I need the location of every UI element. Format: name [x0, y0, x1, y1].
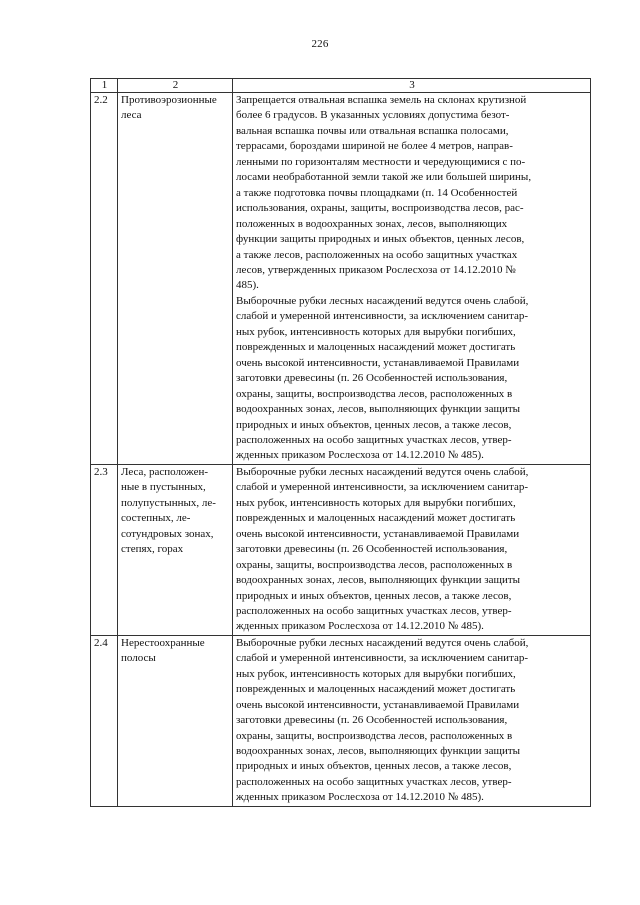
row-number: 2.4	[91, 635, 118, 806]
text-line: ных рубок, интенсивность которых для вырубки погибших,	[236, 496, 516, 509]
text-line: слабой и умеренной интенсивности, за исключением санитар-	[236, 652, 528, 665]
category-line: леса	[121, 109, 142, 122]
regulation-text-cell	[233, 464, 591, 635]
table-row	[91, 464, 591, 635]
category-line: полосы	[121, 652, 156, 665]
text-line: очень высокой интенсивности, устанавливаемой Правилами	[236, 356, 520, 369]
text-line: водоохранных зонах, лесов, выполняющих функции защиты	[236, 574, 521, 587]
row-number: 2.2	[91, 93, 118, 465]
text-line: расположенных на особо защитных участках лесов, утвер-	[236, 775, 512, 788]
text-line: Выборочные рубки лесных насаждений ведутся очень слабой,	[236, 294, 529, 307]
text-line: природных и иных объектов, ценных лесов, а также лесов,	[236, 589, 512, 602]
text-line: жденных приказом Рослесхоза от 14.12.2010 № 485).	[236, 449, 484, 462]
header-cell-1: 1	[91, 79, 118, 93]
category-line: сотундровых зонах,	[121, 527, 214, 540]
text-line: очень высокой интенсивности, устанавливаемой Правилами	[236, 527, 520, 540]
text-line: Запрещается отвальная вспашка земель на склонах крутизной	[236, 94, 527, 106]
text-line: слабой и умеренной интенсивности, за исключением санитар-	[236, 310, 528, 323]
text-line: жденных приказом Рослесхоза от 14.12.2010 № 485).	[236, 620, 484, 633]
category-line: ные в пустынных,	[121, 481, 206, 494]
text-line: охраны, защиты, воспроизводства лесов, расположенных в	[236, 729, 513, 742]
forest-category-cell	[118, 93, 233, 465]
category-line: степях, горах	[121, 543, 184, 556]
table-row	[91, 635, 591, 806]
text-line: заготовки древесины (п. 26 Особенностей использования,	[236, 372, 508, 385]
text-line: а также подготовка почвы площадками (п. 14 Особенностей	[236, 186, 518, 199]
text-line: расположенных на особо защитных участках лесов, утвер-	[236, 433, 512, 446]
category-line: Противоэрозионные	[121, 94, 217, 106]
text-line: заготовки древесины (п. 26 Особенностей использования,	[236, 543, 508, 556]
text-line: террасами, бороздами шириной не более 4 метров, направ-	[236, 140, 513, 153]
category-line: Нерестоохранные	[121, 636, 205, 649]
text-line: более 6 градусов. В указанных условиях допустима безот-	[236, 109, 510, 122]
header-cell-3: 3	[233, 79, 591, 93]
text-line: поврежденных и малоценных насаждений может достигать	[236, 683, 516, 696]
text-line: очень высокой интенсивности, устанавливаемой Правилами	[236, 698, 520, 711]
text-line: поврежденных и малоценных насаждений может достигать	[236, 512, 516, 525]
text-line: вальная вспашка почвы или отвальная вспашка полосами,	[236, 124, 509, 137]
text-line: природных и иных объектов, ценных лесов, а также лесов,	[236, 418, 512, 431]
text-line: лесов, утвержденных приказом Рослесхоза от 14.12.2010 №	[236, 263, 516, 276]
text-line: ных рубок, интенсивность которых для вырубки погибших,	[236, 325, 516, 338]
header-cell-2: 2	[118, 79, 233, 93]
text-line: ных рубок, интенсивность которых для вырубки погибших,	[236, 667, 516, 680]
text-line: жденных приказом Рослесхоза от 14.12.2010 № 485).	[236, 791, 484, 804]
regulation-text-cell	[233, 93, 591, 465]
text-line: слабой и умеренной интенсивности, за исключением санитар-	[236, 481, 528, 494]
category-line: полупустынных, ле-	[121, 496, 216, 509]
text-line: природных и иных объектов, ценных лесов, а также лесов,	[236, 760, 512, 773]
category-line: Леса, расположен-	[121, 465, 209, 478]
text-line: лосами необработанной земли такой же или большей ширины,	[236, 171, 532, 184]
regulation-table	[90, 78, 591, 807]
text-line: поврежденных и малоценных насаждений может достигать	[236, 341, 516, 354]
forest-category-cell	[118, 464, 233, 635]
table-header-row	[91, 79, 591, 93]
text-line: охраны, защиты, воспроизводства лесов, расположенных в	[236, 558, 513, 571]
text-line: расположенных на особо защитных участках лесов, утвер-	[236, 604, 512, 617]
text-line: водоохранных зонах, лесов, выполняющих функции защиты	[236, 403, 521, 416]
text-line: использования, охраны, защиты, воспроизводства лесов, рас-	[236, 202, 524, 215]
text-line: функции защиты природных и иных объектов, ценных лесов,	[236, 233, 525, 246]
regulation-text-cell	[233, 635, 591, 806]
text-line: заготовки древесины (п. 26 Особенностей использования,	[236, 714, 508, 727]
text-line: Выборочные рубки лесных насаждений ведутся очень слабой,	[236, 465, 529, 478]
category-line: состепных, ле-	[121, 512, 191, 525]
row-number: 2.3	[91, 464, 118, 635]
text-line: положенных в водоохранных зонах, лесов, выполняющих	[236, 217, 508, 230]
text-line: 485).	[236, 279, 259, 292]
page-number: 226	[311, 38, 329, 50]
text-line: а также лесов, расположенных на особо защитных участках	[236, 248, 518, 261]
text-line: водоохранных зонах, лесов, выполняющих функции защиты	[236, 745, 521, 758]
forest-category-cell	[118, 635, 233, 806]
text-line: ленными по горизонталям местности и чередующимися с по-	[236, 155, 526, 168]
text-line: Выборочные рубки лесных насаждений ведутся очень слабой,	[236, 636, 529, 649]
table-row	[91, 93, 591, 465]
text-line: охраны, защиты, воспроизводства лесов, расположенных в	[236, 387, 513, 400]
